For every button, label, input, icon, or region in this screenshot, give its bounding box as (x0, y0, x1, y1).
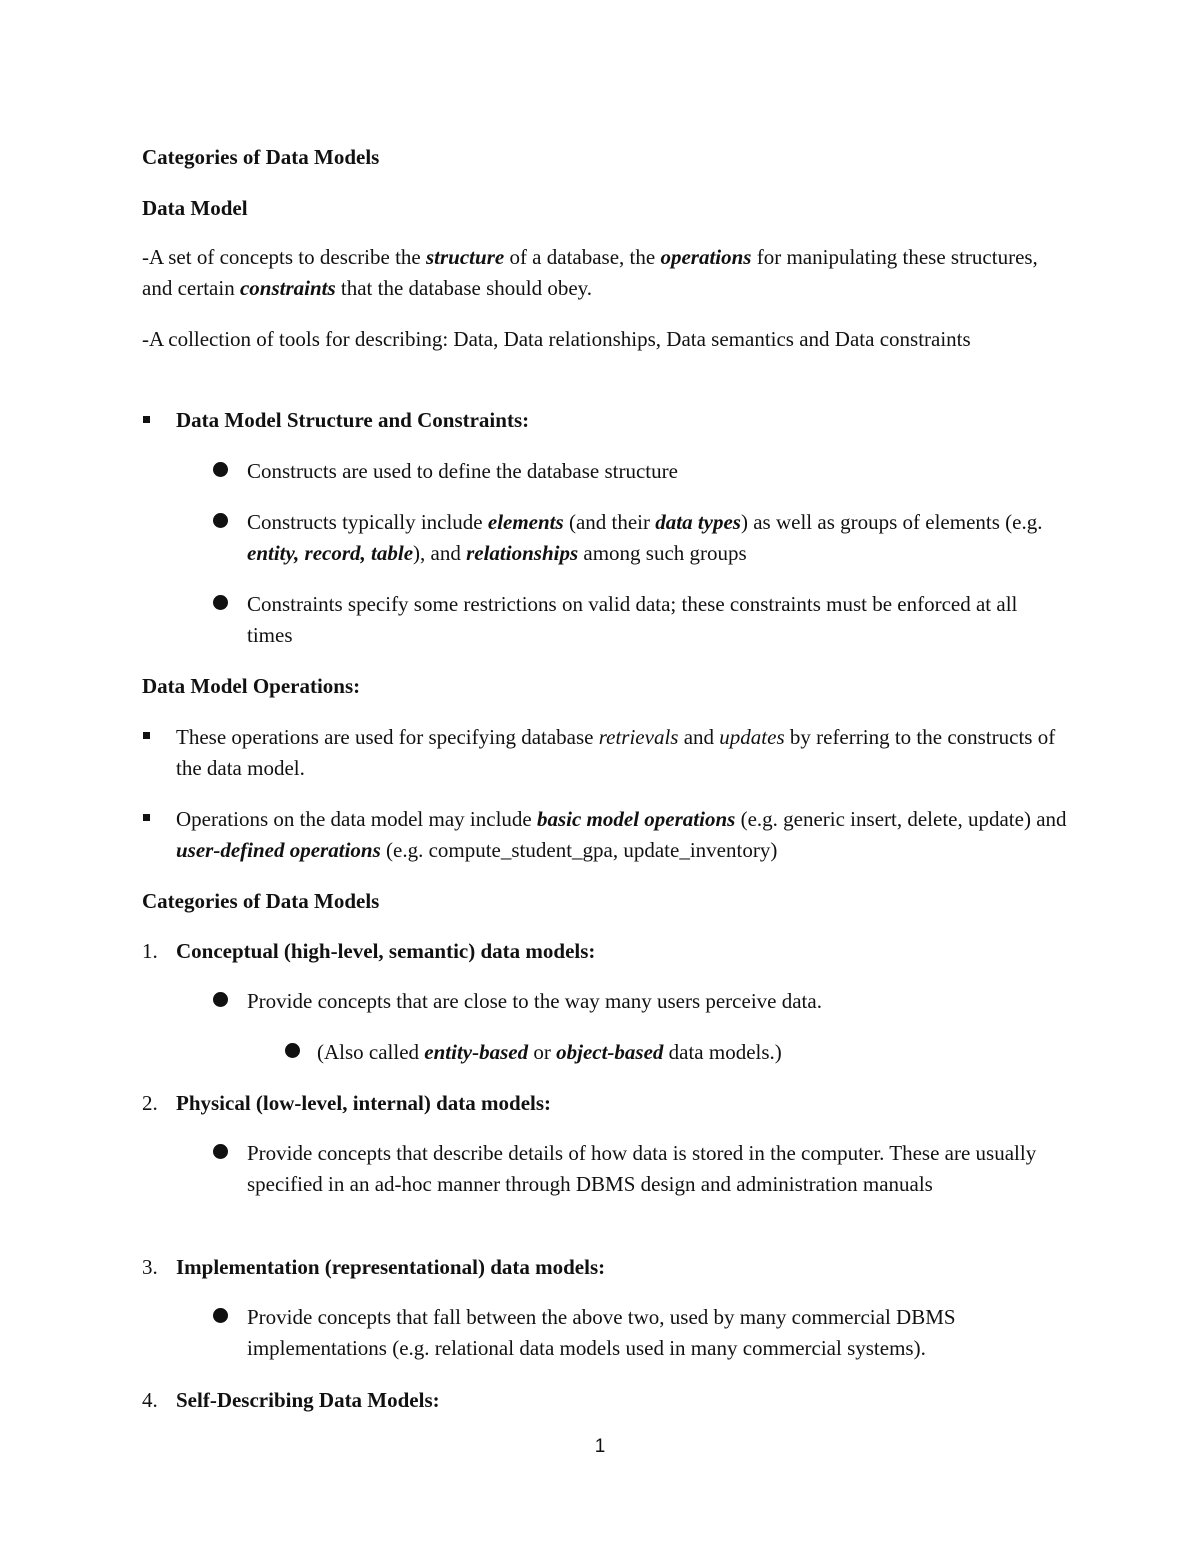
round-bullet-icon (213, 992, 228, 1007)
round-bullet-icon (213, 1144, 228, 1159)
structure-item-1: Constructs are used to define the database structure (247, 459, 678, 483)
list-number: 1. (142, 939, 158, 963)
square-bullet-icon (143, 732, 150, 739)
data-model-definition-1: -A set of concepts to describe the structure of a database, the operations for manipulating these structures, and certain constraints that the database should obey. (142, 245, 1038, 300)
structure-item-2: Constructs typically include elements (and their data types) as well as groups of elements (e.g. entity, record, table), and relationships among such groups (247, 510, 1043, 565)
operations-heading: Data Model Operations: (142, 674, 361, 698)
category-2-label: Physical (low-level, internal) data models: (176, 1091, 552, 1115)
page-number: 1 (594, 1436, 606, 1457)
round-bullet-icon (213, 513, 228, 528)
list-number: 3. (142, 1255, 158, 1279)
list-number: 2. (142, 1091, 158, 1115)
data-model-definition-2: -A collection of tools for describing: Data, Data relationships, Data semantics and Data constraints (142, 327, 971, 351)
category-3-label: Implementation (representational) data models: (176, 1255, 606, 1279)
structure-heading: Data Model Structure and Constraints: (176, 408, 530, 432)
categories-heading: Categories of Data Models (142, 889, 380, 913)
square-bullet-icon (143, 814, 150, 821)
category-1-sub-bullet: (Also called entity-based or object-based data models.) (317, 1040, 782, 1064)
term-constraints: constraints (239, 276, 336, 300)
category-2-bullet: Provide concepts that describe details of how data is stored in the computer. These are usually specified in an ad-hoc manner through DBMS design and administration manuals (247, 1141, 1037, 1196)
term-operations: operations (660, 245, 752, 269)
category-4-label: Self-Describing Data Models: (176, 1388, 440, 1412)
round-bullet-icon (213, 462, 228, 477)
round-bullet-icon (213, 595, 228, 610)
term-structure: structure (426, 245, 505, 269)
operations-item-1: These operations are used for specifying database retrievals and updates by referring to the constructs of the data model. (176, 725, 1056, 780)
structure-item-3: Constraints specify some restrictions on valid data; these constraints must be enforced at all times (247, 592, 1018, 647)
square-bullet-icon (143, 416, 150, 423)
operations-item-2: Operations on the data model may include basic model operations (e.g. generic insert, delete, update) and user-defined operations (e.g. compute_student_gpa, update_inventory) (176, 807, 1067, 862)
category-3-bullet: Provide concepts that fall between the above two, used by many commercial DBMS implementations (e.g. relational data models used in many commercial systems). (247, 1305, 956, 1360)
list-number: 4. (142, 1388, 158, 1412)
category-1-label: Conceptual (high-level, semantic) data models: (176, 939, 596, 963)
round-bullet-icon (285, 1043, 300, 1058)
round-bullet-icon (213, 1308, 228, 1323)
category-1-bullet: Provide concepts that are close to the way many users perceive data. (247, 989, 822, 1013)
data-model-heading: Data Model (142, 196, 248, 220)
page-title: Categories of Data Models (142, 145, 380, 169)
